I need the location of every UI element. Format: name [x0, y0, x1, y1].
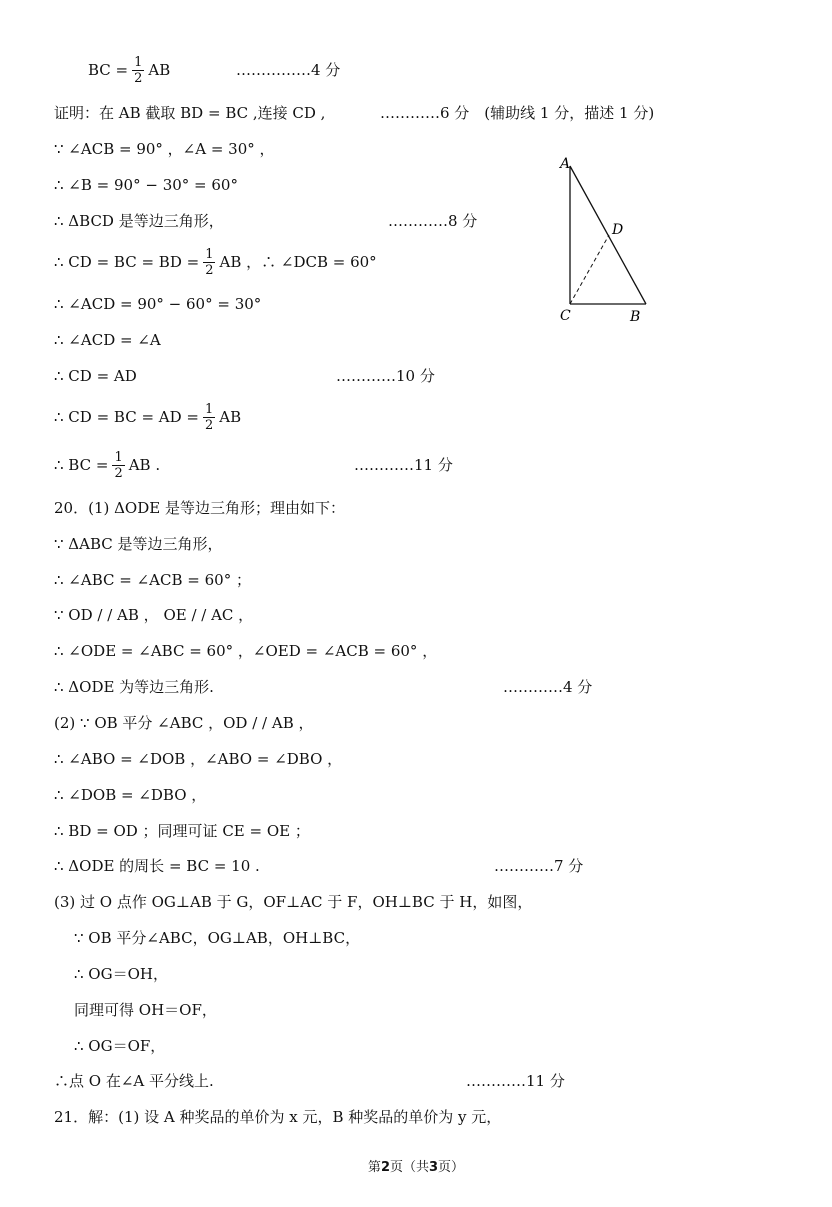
line-text: ∴ ∠ODE = ∠ABC = 60° ，∠OED = ∠ACB = 60° ，	[54, 641, 438, 660]
fraction-numerator: 1	[205, 401, 214, 417]
text-line	[0, 886, 832, 918]
line-text-after-fraction: AB	[219, 407, 242, 426]
text-line	[0, 449, 832, 481]
line-content	[74, 928, 361, 947]
line-text: ∴ ∠ACD = ∠A	[54, 330, 161, 349]
text-line	[0, 288, 832, 320]
fraction-denominator: 2	[205, 417, 214, 433]
line-text: ∵ OB 平分∠ABC，OG⊥AB，OH⊥BC，	[74, 928, 361, 947]
line-content	[54, 1107, 502, 1126]
triangle-figure	[556, 154, 656, 326]
text-line	[0, 635, 832, 667]
line-text-before-fraction: ∴ CD = BC = AD =	[54, 407, 199, 426]
line-text: ∴ CD = AD	[54, 366, 137, 385]
line-content	[54, 498, 345, 517]
line-text: ∴ ∠ABC = ∠ACB = 60° ；	[54, 570, 251, 589]
line-text: ∴点 O 在∠A 平分线上.	[54, 1071, 214, 1090]
line-text: 21．解：(1) 设 A 种奖品的单价为 x 元，B 种奖品的单价为 y 元，	[54, 1107, 502, 1126]
line-content	[54, 294, 262, 313]
text-line	[0, 958, 832, 990]
text-line	[0, 169, 832, 201]
line-content	[54, 641, 438, 660]
text-line	[0, 1101, 832, 1133]
line-text: ∴ OG＝OF，	[74, 1036, 166, 1055]
fraction	[203, 403, 215, 432]
line-text: ∵ OD / / AB ， OE / / AC ，	[54, 605, 254, 624]
fraction-denominator: 2	[114, 465, 123, 481]
line-text: (3) 过 O 点作 OG⊥AB 于 G，OF⊥AC 于 F，OH⊥BC 于 H，如图，	[54, 892, 533, 911]
fraction-numerator: 1	[205, 246, 214, 262]
line-text-before-fraction: ∴ BC =	[54, 455, 109, 474]
line-content	[54, 534, 223, 553]
segment-cd	[570, 235, 609, 304]
fraction	[132, 56, 144, 85]
line-content	[54, 103, 326, 122]
text-line	[0, 743, 832, 775]
line-text: ∵ ∠ACB = 90° ，∠A = 30° ，	[54, 139, 275, 158]
line-text: ∴ BD = OD ；同理可证 CE = OE ；	[54, 821, 310, 840]
line-content	[54, 892, 533, 911]
line-text: 20．(1) ΔODE 是等边三角形；理由如下：	[54, 498, 345, 517]
line-text-before-fraction: BC =	[88, 60, 129, 79]
line-content	[54, 713, 314, 732]
text-line	[0, 54, 832, 86]
label-b: B	[630, 309, 641, 325]
line-text: ∴ ΔODE 的周长 = BC = 10 .	[54, 856, 260, 875]
footer-total-pages: 3	[429, 1160, 439, 1175]
line-content	[54, 175, 238, 194]
text-line	[0, 246, 832, 278]
score-mark: ……………4 分	[236, 60, 341, 79]
line-text: ∴ ∠DOB = ∠DBO ，	[54, 785, 207, 804]
line-content	[54, 677, 214, 696]
score-mark: …………11 分	[354, 455, 453, 474]
fraction-denominator: 2	[134, 70, 143, 86]
line-content	[54, 856, 260, 875]
text-line	[0, 1030, 832, 1062]
text-line	[0, 133, 832, 165]
line-content	[54, 451, 160, 480]
text-line	[0, 994, 832, 1026]
page-footer	[0, 1156, 832, 1175]
text-line	[0, 671, 832, 703]
line-text: ∴ ΔODE 为等边三角形.	[54, 677, 214, 696]
line-content	[54, 821, 310, 840]
line-text-after-fraction: AB .	[128, 455, 161, 474]
line-text-before-fraction: ∴ CD = BC = BD =	[54, 252, 200, 271]
footer-prefix: 第	[367, 1160, 381, 1175]
line-content	[54, 605, 254, 624]
line-content	[54, 570, 251, 589]
line-content	[54, 211, 224, 230]
label-c: C	[560, 308, 571, 324]
line-content	[54, 248, 377, 277]
fraction	[203, 248, 215, 277]
text-line	[0, 205, 832, 237]
footer-page-number: 2	[380, 1160, 390, 1175]
line-text: (2) ∵ OB 平分 ∠ABC ，OD / / AB ，	[54, 713, 314, 732]
text-line	[0, 599, 832, 631]
text-line	[0, 528, 832, 560]
fraction	[112, 451, 124, 480]
line-text: ∴ ∠B = 90° − 30° = 60°	[54, 175, 238, 194]
label-a: A	[560, 156, 571, 172]
score-mark: …………11 分	[466, 1071, 565, 1090]
fraction-denominator: 2	[205, 262, 214, 278]
line-text: 证明：在 AB 截取 BD = BC ,连接 CD ,	[54, 103, 326, 122]
text-line	[0, 1065, 832, 1097]
score-mark: …………4 分	[503, 677, 593, 696]
text-line	[0, 324, 832, 356]
line-text: 同理可得 OH＝OF，	[74, 1000, 217, 1019]
line-text-after-fraction: AB	[148, 60, 171, 79]
line-content	[74, 1036, 166, 1055]
text-line	[0, 360, 832, 392]
line-text: ∴ ∠ACD = 90° − 60° = 30°	[54, 294, 262, 313]
line-text: ∵ ΔABC 是等边三角形，	[54, 534, 223, 553]
text-line	[0, 850, 832, 882]
line-content	[54, 330, 161, 349]
line-content	[74, 964, 168, 983]
line-content	[88, 56, 170, 85]
text-line	[0, 401, 832, 433]
line-text: ∴ ∠ABO = ∠DOB ，∠ABO = ∠DBO ，	[54, 749, 343, 768]
text-line	[0, 97, 832, 129]
footer-suffix: 页）	[438, 1160, 465, 1175]
line-content	[74, 1000, 217, 1019]
fraction-numerator: 1	[114, 449, 123, 465]
score-mark: …………10 分	[336, 366, 435, 385]
line-content	[54, 366, 137, 385]
line-text: ∴ ΔBCD 是等边三角形，	[54, 211, 224, 230]
text-line	[0, 815, 832, 847]
text-line	[0, 564, 832, 596]
score-mark: …………6 分 (辅助线 1 分，描述 1 分)	[380, 103, 655, 122]
score-mark: …………8 分	[388, 211, 478, 230]
line-content	[54, 749, 343, 768]
line-content	[54, 139, 275, 158]
text-line	[0, 707, 832, 739]
line-text-after-fraction: AB ，∴ ∠DCB = 60°	[219, 252, 377, 271]
line-text: ∴ OG＝OH，	[74, 964, 168, 983]
line-content	[54, 403, 241, 432]
footer-middle: 页（共	[389, 1160, 429, 1175]
label-d: D	[612, 222, 624, 238]
line-content	[54, 785, 207, 804]
text-line	[0, 922, 832, 954]
text-line	[0, 492, 832, 524]
score-mark: …………7 分	[494, 856, 584, 875]
line-content	[54, 1071, 214, 1090]
text-line	[0, 779, 832, 811]
fraction-numerator: 1	[134, 54, 143, 70]
